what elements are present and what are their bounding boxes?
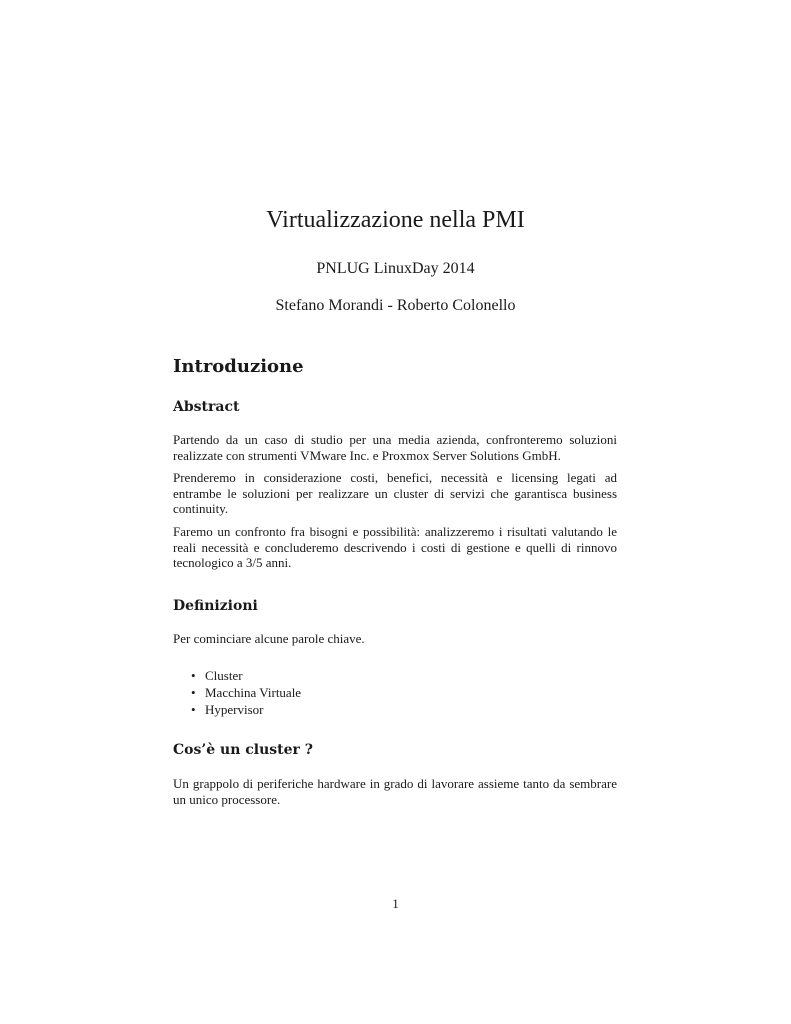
keyword-list	[173, 667, 301, 718]
document-event: PNLUG LinuxDay 2014	[316, 260, 475, 277]
section-heading-introduzione: Introduzione	[173, 356, 304, 377]
document-title: Virtualizzazione nella PMI	[266, 207, 525, 233]
list-item	[173, 684, 301, 701]
document-authors: Stefano Morandi - Roberto Colonello	[275, 297, 516, 314]
list-item-label: Cluster	[205, 668, 243, 683]
cluster-paragraph: Un grappolo di periferiche hardware in grado di lavorare assieme tanto da sembrare un unico processore.	[173, 776, 617, 807]
abstract-paragraph-1: Partendo da un caso di studio per una media azienda, confronteremo soluzioni realizzate con strumenti VMware Inc. e Proxmox Server Solutions GmbH.	[173, 432, 617, 463]
subsection-heading-definizioni: Definizioni	[173, 598, 258, 614]
abstract-paragraph-3: Faremo un confronto fra bisogni e possibilità: analizzeremo i risultati valutando le reali necessità e concluderemo descrivendo i costi di gestione e quelli di rinnovo tecnologico a 3/5 anni.	[173, 524, 617, 570]
page-number: 1	[392, 896, 399, 911]
bullet-icon: •	[191, 685, 196, 700]
bullet-icon: •	[191, 668, 196, 683]
abstract-paragraph-2: Prenderemo in considerazione costi, benefici, necessità e licensing legati ad entrambe le soluzioni per realizzare un cluster di servizi che garantisca business continuity.	[173, 470, 617, 516]
list-item-label: Macchina Virtuale	[205, 685, 302, 700]
bullet-icon: •	[191, 702, 196, 717]
list-item	[173, 667, 301, 684]
list-item	[173, 701, 301, 718]
subsection-heading-abstract: Abstract	[173, 399, 240, 415]
list-item-label: Hypervisor	[205, 702, 264, 717]
definizioni-intro: Per cominciare alcune parole chiave.	[173, 631, 365, 646]
subsection-heading-cluster: Cos’è un cluster ?	[173, 742, 313, 758]
